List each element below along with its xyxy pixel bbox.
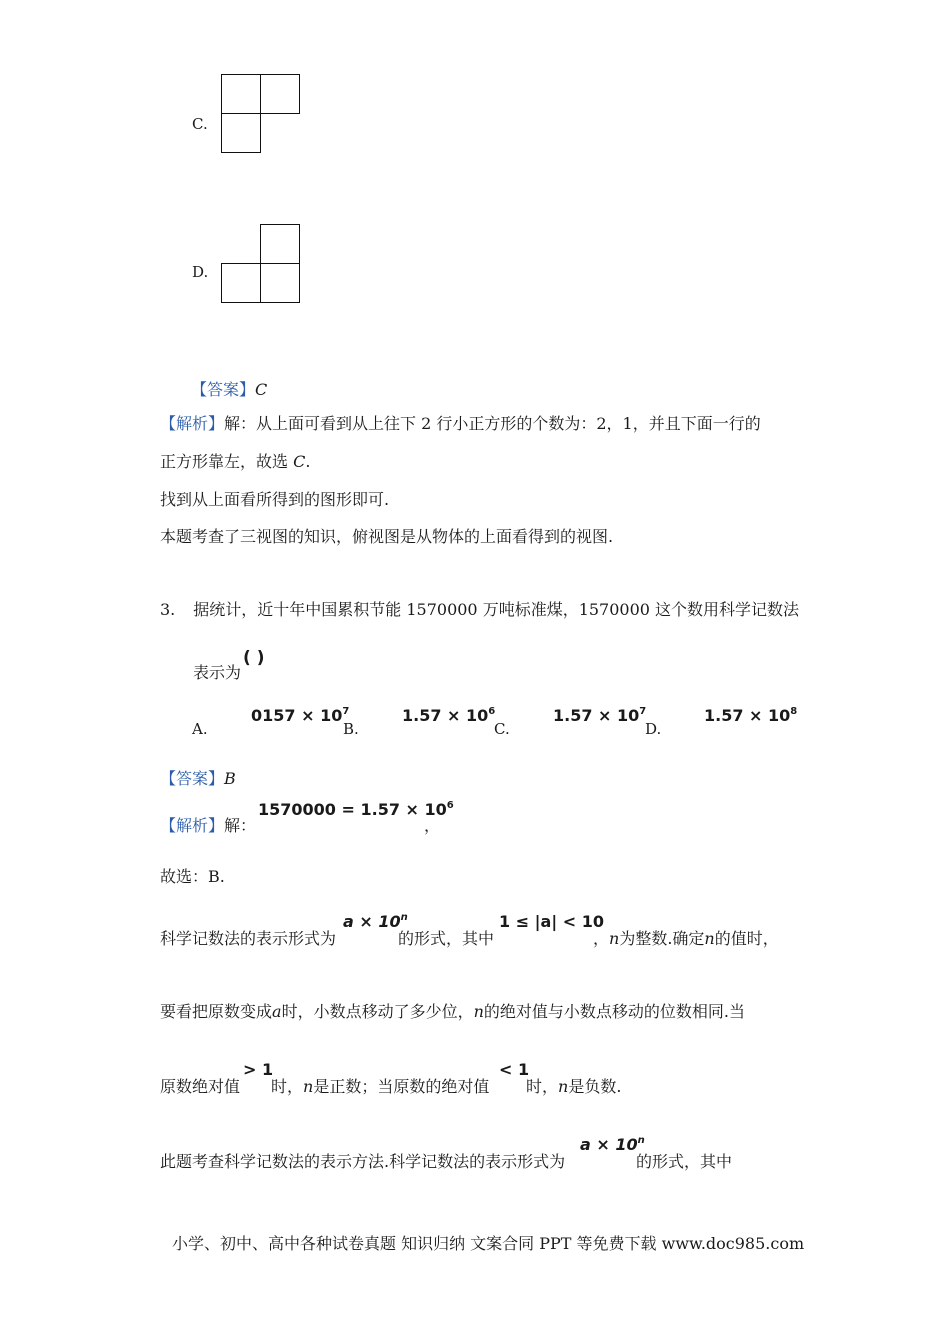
exponent: n xyxy=(637,1135,645,1146)
mantissa: 1.57 × 10 xyxy=(704,706,791,725)
exponent: 6 xyxy=(488,706,496,717)
q3-option-b-label: B. xyxy=(343,720,359,738)
square xyxy=(221,113,261,153)
analysis-choice: C xyxy=(293,452,306,471)
question-number: 3. xyxy=(160,600,176,619)
exponent: 7 xyxy=(342,706,350,717)
q3-stem-line2: 表示为 xyxy=(193,663,242,682)
text: 时， xyxy=(526,1077,559,1096)
text: 要看把原数变成 xyxy=(160,1002,273,1021)
square xyxy=(221,74,261,114)
answer-tag: 【答案】 xyxy=(160,769,225,788)
exponent: 8 xyxy=(790,706,798,717)
q2-answer xyxy=(191,377,267,400)
text: 为整数.确定 xyxy=(619,929,705,948)
q3-option-a-label: A. xyxy=(192,720,208,738)
q3-answer xyxy=(160,766,236,789)
q3-p3-math1: > 1 xyxy=(243,1060,274,1079)
mantissa: 1.57 × 10 xyxy=(402,706,489,725)
text: 的值时， xyxy=(714,929,779,948)
var: n xyxy=(558,1077,569,1096)
option-c-label: C. xyxy=(192,115,208,133)
math-expr: 1570000 = 1.57 × 10 xyxy=(258,800,447,819)
q3-analysis-comma: ， xyxy=(424,816,441,835)
mantissa: 1.57 × 10 xyxy=(553,706,640,725)
text: 的绝对值与小数点移动的位数相同.当 xyxy=(483,1002,745,1021)
q3-p1-rest xyxy=(593,926,779,949)
square xyxy=(221,263,261,303)
analysis-tag: 【解析】 xyxy=(160,816,225,835)
question-text: 据统计，近十年中国累积节能 1570000 万吨标准煤，1570000 这个数用科学记数法 xyxy=(193,600,800,619)
q3-option-d-value xyxy=(704,706,797,725)
analysis-text: 正方形靠左，故选 xyxy=(160,452,294,471)
q3-stem-line1 xyxy=(160,597,799,620)
square xyxy=(260,224,300,264)
option-d-label: D. xyxy=(192,263,209,281)
q3-p4-b: 的形式，其中 xyxy=(636,1152,733,1171)
q3-p1-a: 科学记数法的表示形式为 xyxy=(160,929,337,948)
q3-chosen: 故选：B. xyxy=(160,867,225,886)
q3-paren: ( ) xyxy=(243,648,265,668)
q3-p4-a: 此题考查科学记数法的表示方法.科学记数法的表示形式为 xyxy=(160,1152,566,1171)
square xyxy=(260,74,300,114)
q3-p3-a: 原数绝对值 xyxy=(160,1077,241,1096)
var: a xyxy=(272,1002,282,1021)
text: 是负数. xyxy=(568,1077,622,1096)
answer-value: C xyxy=(255,380,268,399)
q3-analysis-line1 xyxy=(160,813,256,836)
q3-p3-math2: < 1 xyxy=(499,1060,530,1079)
q3-p3-mid xyxy=(271,1074,489,1097)
text: 时，小数点移动了多少位， xyxy=(281,1002,474,1021)
q2-analysis-line4: 本题考查了三视图的知识，俯视图是从物体的上面看得到的视图. xyxy=(160,527,614,546)
q3-option-c-value xyxy=(553,706,646,725)
analysis-text: 解：从上面可看到从上往下 2 行小正方形的个数为：2，1，并且下面一行的 xyxy=(224,414,761,433)
mantissa: 0157 × 10 xyxy=(251,706,343,725)
q3-p3-end xyxy=(526,1074,621,1097)
q3-option-b-value xyxy=(402,706,495,725)
exponent: n xyxy=(400,912,408,923)
exponent: 6 xyxy=(446,800,454,811)
page-footer: 小学、初中、高中各种试卷真题 知识归纳 文案合同 PPT 等免费下载 www.doc985.com xyxy=(172,1234,805,1253)
q3-p2 xyxy=(160,999,745,1022)
q2-analysis-line3: 找到从上面看所得到的图形即可. xyxy=(160,490,390,509)
var: n xyxy=(473,1002,484,1021)
q2-analysis-line2 xyxy=(160,449,310,472)
var: n xyxy=(704,929,715,948)
q3-option-a-value xyxy=(251,706,349,725)
var: n xyxy=(303,1077,314,1096)
square xyxy=(260,263,300,303)
analysis-text: . xyxy=(305,452,311,471)
exponent: 7 xyxy=(639,706,647,717)
answer-tag: 【答案】 xyxy=(191,380,256,399)
q3-option-c-label: C. xyxy=(494,720,510,738)
q3-p1-b: 的形式，其中 xyxy=(398,929,495,948)
q2-analysis-line1 xyxy=(160,411,761,434)
text: 是正数；当原数的绝对值 xyxy=(313,1077,490,1096)
text: ， xyxy=(593,929,610,948)
math-expr: a × 10 xyxy=(580,1135,638,1154)
q3-option-d-label: D. xyxy=(645,720,662,738)
answer-value: B xyxy=(224,769,236,788)
analysis-text: 解： xyxy=(224,816,257,835)
analysis-tag: 【解析】 xyxy=(160,414,225,433)
math-expr: a × 10 xyxy=(343,912,401,931)
text: 时， xyxy=(271,1077,304,1096)
var: n xyxy=(609,929,620,948)
q3-p1-math2: 1 ≤ |a| < 10 xyxy=(499,912,604,931)
